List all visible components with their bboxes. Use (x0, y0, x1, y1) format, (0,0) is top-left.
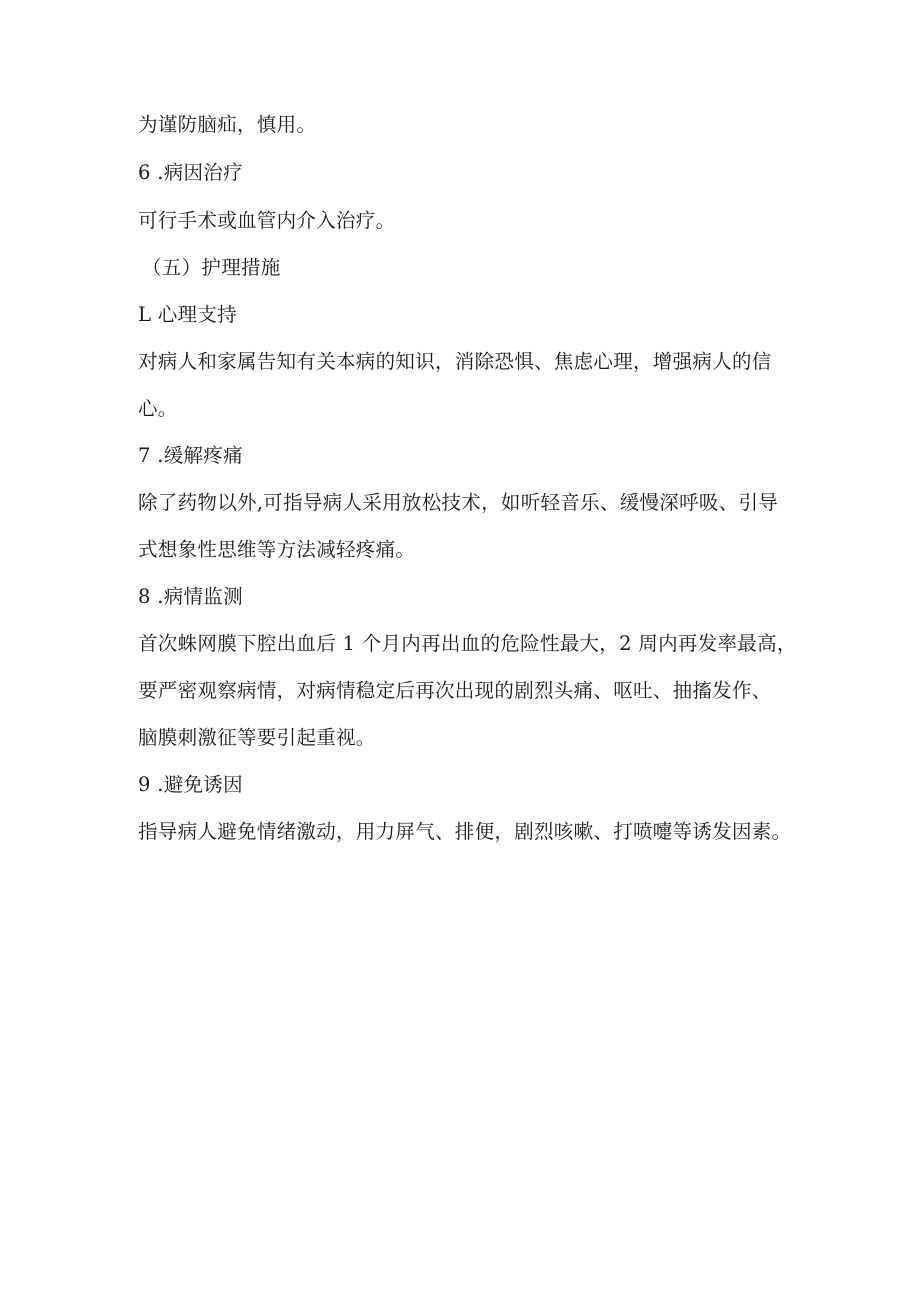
document-body (138, 113, 818, 844)
paragraph-text: 除了药物以外,可指导病人采用放松技术，如听轻音乐、缓慢深呼吸、引导 (138, 491, 779, 514)
section-heading-7: 7 .缓解疼痛 (138, 444, 243, 467)
section-heading-9: 9 .避免诱因 (138, 773, 243, 796)
paragraph-text: 可行手术或血管内介入治疗。 (138, 209, 396, 232)
paragraph-text: 要严密观察病情，对病情稳定后再次出现的剧烈头痛、呕吐、抽搐发作、 (138, 679, 772, 702)
paragraph-text: 式想象性思维等方法减轻疼痛。 (138, 538, 416, 561)
paragraph-text: 指导病人避免情绪激动，用力屏气、排便，剧烈咳嗽、打喷嚏等诱发因素。 (138, 820, 792, 843)
section-heading-8: 8 .病情监测 (138, 585, 243, 608)
paragraph-text: 首次蛛网膜下腔出血后 1 个月内再出血的危险性最大，2 周内再发率最高， (138, 632, 797, 655)
paragraph-text: 脑膜刺激征等要引起重视。 (138, 726, 376, 749)
section-heading-nursing: （五）护理措施 (142, 256, 281, 279)
paragraph-text: 为谨防脑疝，慎用。 (138, 113, 317, 136)
paragraph-text: 心。 (138, 397, 178, 420)
section-heading-6: 6 .病因治疗 (138, 161, 243, 184)
section-heading-1: L 心理支持 (138, 303, 237, 326)
paragraph-text: 对病人和家属告知有关本病的知识，消除恐惧、焦虑心理，增强病人的信 (138, 350, 772, 373)
